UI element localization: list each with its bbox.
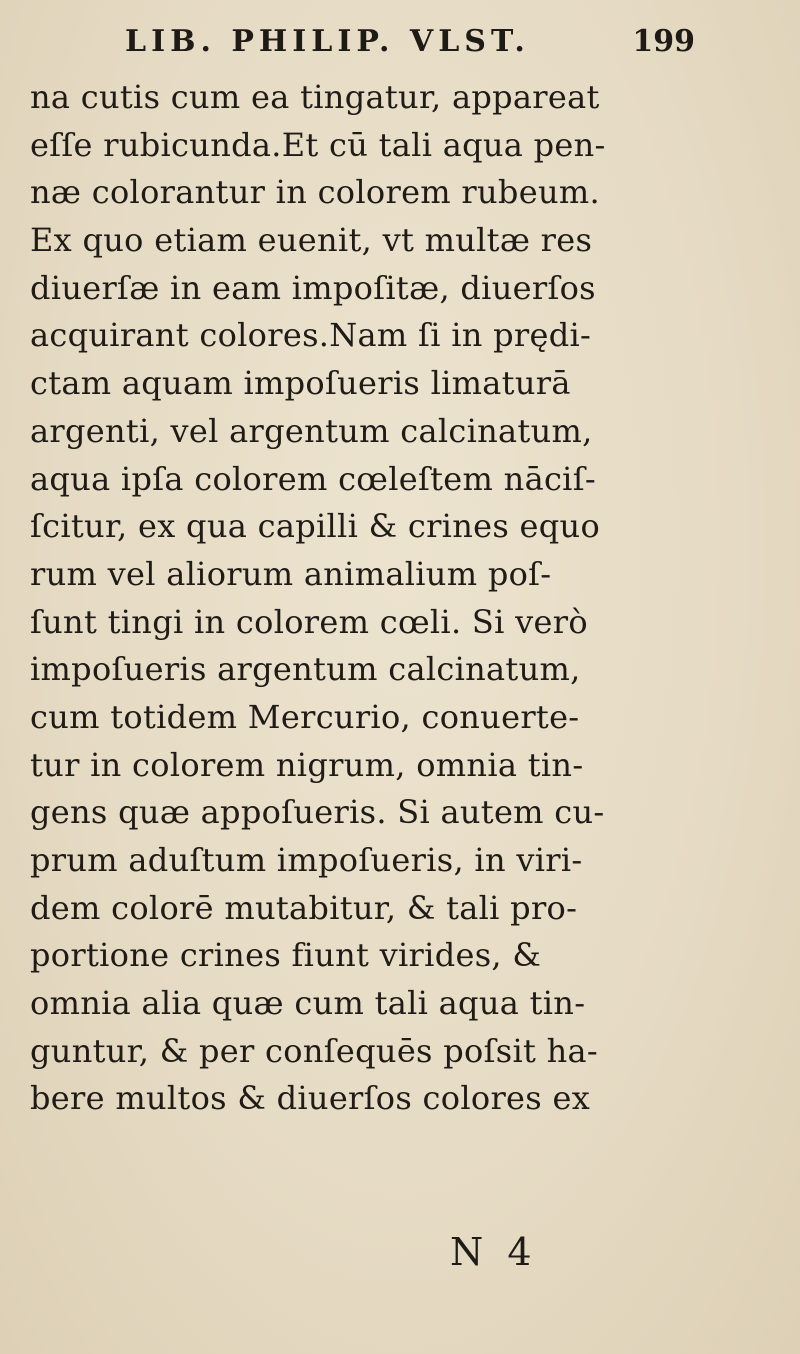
text-line: næ colorantur in colorem rubeum.	[30, 173, 600, 212]
text-line: acquirant colores.Nam ſi in prędi-	[30, 316, 592, 355]
text-line: guntur, & per conſequēs poſsit ha-	[30, 1031, 599, 1070]
text-line: bere multos & diuerſos colores ex	[30, 1079, 591, 1118]
running-title: LIB. PHILIP. VLST.	[125, 24, 530, 59]
text-line: impoſueris argentum calcinatum,	[30, 650, 581, 689]
text-line: prum aduſtum impoſueris, in viri-	[30, 841, 583, 879]
text-line: cum totidem Mercurio, conuerte-	[30, 697, 580, 736]
text-line: eſſe rubicunda.Et cū tali aqua pen-	[30, 125, 606, 164]
running-head	[95, 22, 695, 62]
text-line: diuerſæ in eam impoſitæ, diuerſos	[30, 268, 596, 307]
text-line: Ex quo etiam euenit, vt multæ res	[30, 221, 593, 260]
text-line: portione crines fiunt virides, &	[30, 936, 542, 975]
text-line: na cutis cum ea tingatur, appareat	[30, 78, 600, 116]
text-line: omnia alia quæ cum tali aqua tin-	[30, 984, 586, 1023]
text-line: ſcitur, ex qua capilli & crines equo	[30, 507, 601, 546]
text-line: tur in colorem nigrum, omnia tin-	[30, 745, 584, 784]
text-line: aqua ipſa colorem cœleſtem nāciſ-	[30, 459, 596, 498]
text-line: dem colorē mutabitur, & tali pro-	[30, 888, 578, 927]
page-number: 199	[632, 24, 695, 59]
text-line: ſunt tingi in colorem cœli. Si verò	[30, 602, 588, 641]
text-line: gens quæ appoſueris. Si autem cu-	[30, 793, 605, 832]
signature-mark: N 4	[450, 1230, 538, 1274]
body-text	[30, 74, 670, 1123]
text-line: rum vel aliorum animalium poſ-	[30, 554, 552, 593]
text-line: argenti, vel argentum calcinatum,	[30, 411, 593, 450]
text-line: ctam aquam impoſueris limaturā	[30, 364, 571, 403]
